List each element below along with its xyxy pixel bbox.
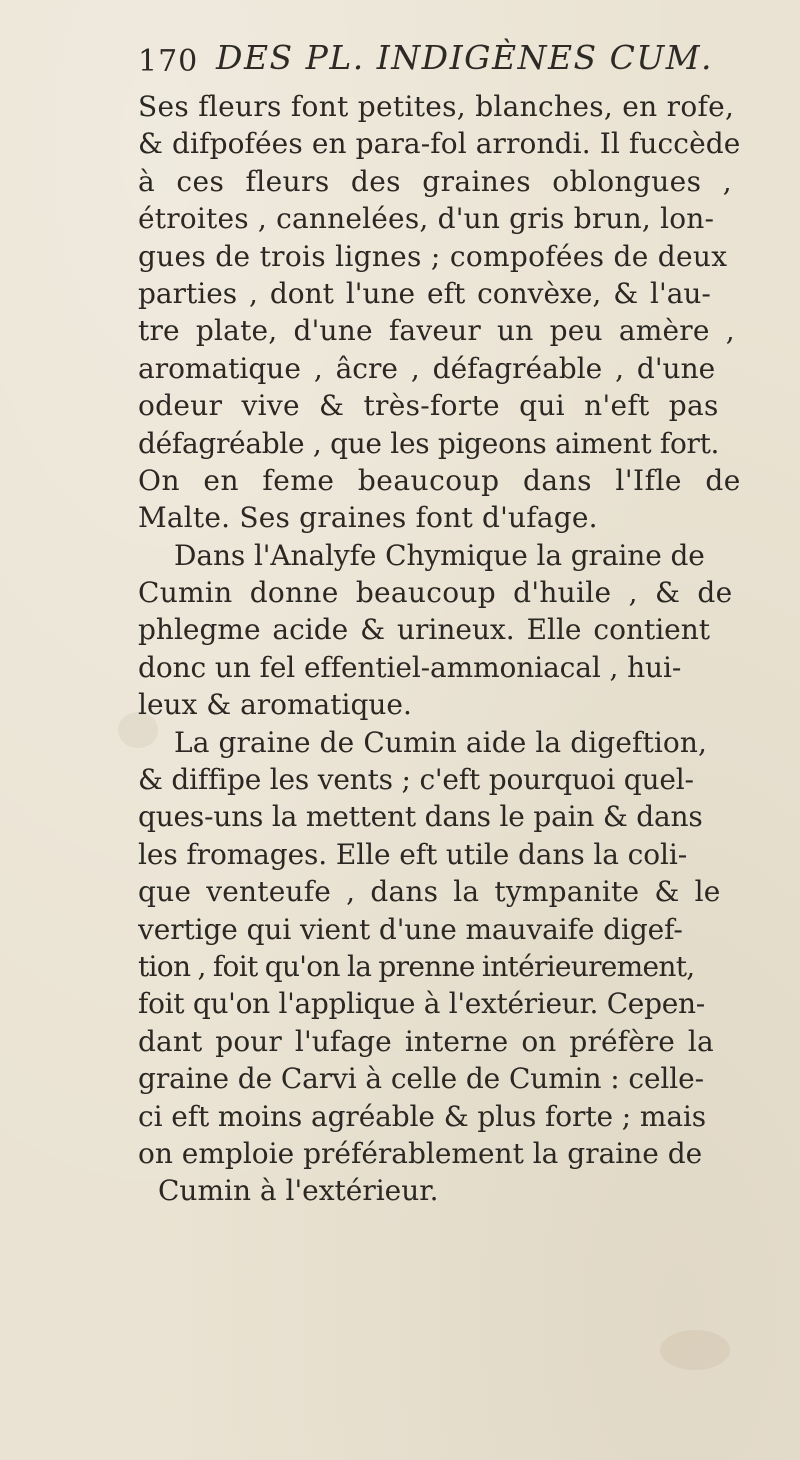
text-line: tion , foit qu'on la prenne intérieurement,	[138, 949, 695, 983]
text-line: ques-uns la mettent dans le pain & dans	[138, 800, 703, 834]
running-head	[138, 38, 713, 82]
text-line: gues de trois lignes ; compofées de deux	[138, 239, 728, 273]
text-line: on emploie préférablement la graine de	[138, 1136, 703, 1170]
text-line: leux & aromatique.	[138, 688, 412, 722]
text-line: ci eft moins agréable & plus forte ; mais	[138, 1099, 707, 1133]
text-line: Cumin à l'extérieur.	[158, 1174, 439, 1208]
text-line: On en feme beaucoup dans l'Ifle de	[138, 463, 741, 497]
text-line: & diffipe les vents ; c'eft pourquoi quel-	[138, 763, 694, 797]
text-line: & difpofées en para-fol arrondi. Il fuccède	[138, 127, 741, 161]
text-line: les fromages. Elle eft utile dans la coli-	[138, 837, 688, 871]
body-text	[138, 88, 778, 1210]
text-line: foit qu'on l'applique à l'extérieur. Cepen-	[138, 987, 705, 1021]
text-line: Dans l'Analyfe Chymique la graine de	[174, 538, 705, 572]
page-number: 170	[138, 44, 199, 79]
text-line: dant pour l'ufage interne on préfère la	[138, 1024, 714, 1058]
text-line: Ses fleurs font petites, blanches, en rofe,	[138, 90, 735, 123]
text-line: Malte. Ses graines font d'ufage.	[138, 501, 598, 535]
text-line: étroites , cannelées, d'un gris brun, lon-	[138, 202, 715, 236]
text-line: parties , dont l'une eft convèxe, & l'au-	[138, 276, 711, 310]
text-line: vertige qui vient d'une mauvaife digef-	[138, 912, 683, 946]
text-line: que venteufe , dans la tympanite & le	[138, 875, 721, 909]
text-line: odeur vive & très-forte qui n'eft pas	[138, 389, 719, 423]
text-line: aromatique , âcre , défagréable , d'une	[138, 351, 716, 385]
text-line: phlegme acide & urineux. Elle contient	[138, 613, 711, 647]
paper-stain	[660, 1330, 730, 1370]
text-line: tre plate, d'une faveur un peu amère ,	[138, 314, 735, 348]
text-line: défagréable , que les pigeons aiment fort.	[138, 426, 720, 460]
text-line: donc un fel effentiel-ammoniacal , hui-	[138, 650, 682, 684]
text-line: graine de Carvi à celle de Cumin : celle-	[138, 1062, 704, 1096]
text-line: La graine de Cumin aide la digeftion,	[174, 725, 707, 759]
running-head-title: DES PL. INDIGÈNES CUM.	[216, 38, 713, 77]
text-line: Cumin donne beaucoup d'huile , & de	[138, 576, 733, 610]
text-line: à ces fleurs des graines oblongues ,	[138, 164, 733, 198]
